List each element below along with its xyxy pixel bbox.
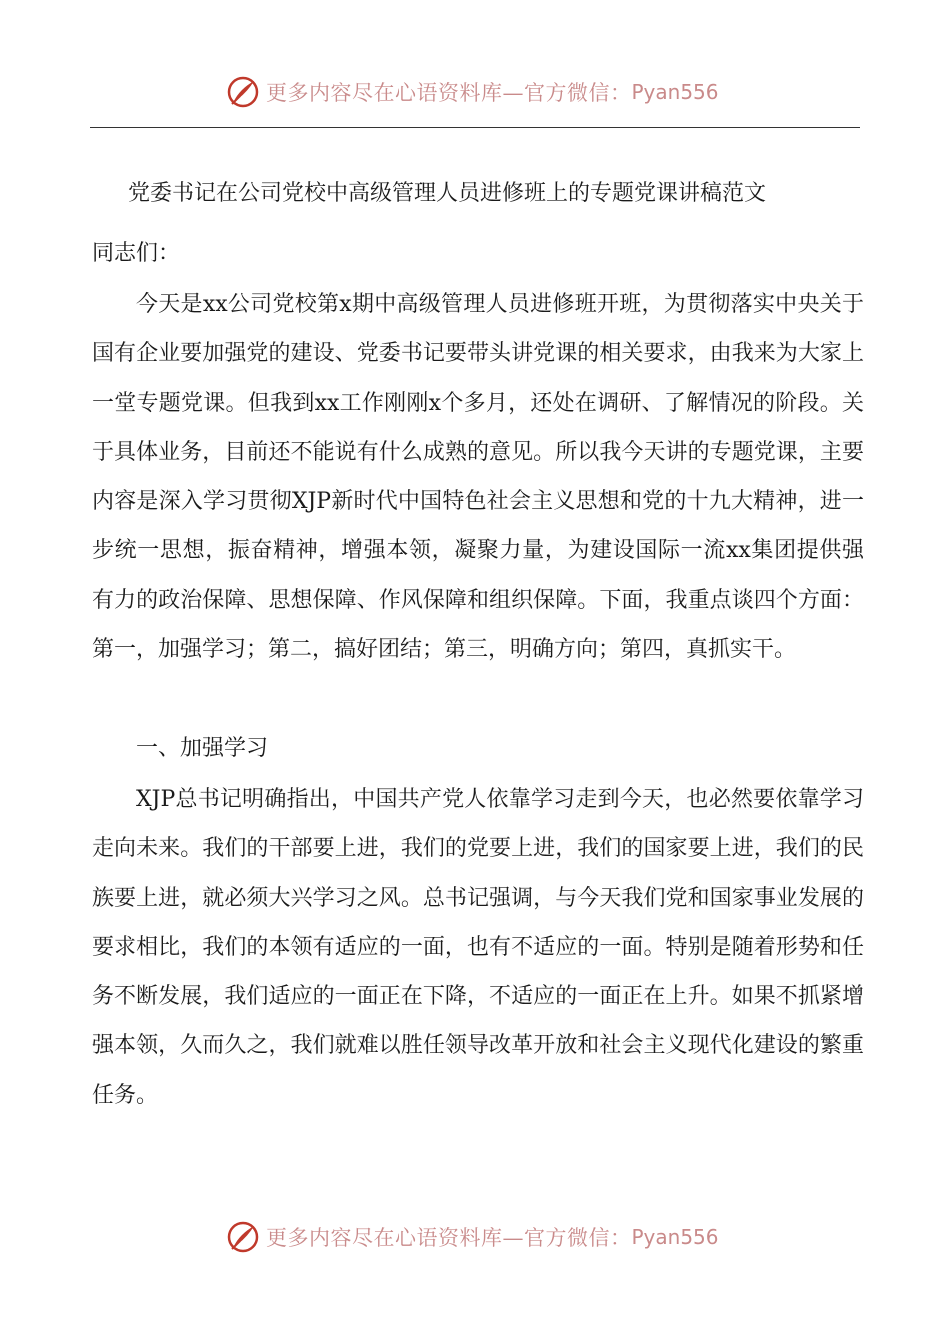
quill-logo-icon <box>226 75 260 109</box>
footer-wechat-id: Pyan556 <box>631 1225 719 1249</box>
paragraph-learning: XJP总书记明确指出，中国共产党人依靠学习走到今天，也必然要依靠学习走向未来。我们的干部要上进，我们的党要上进，我们的国家要上进，我们的民族要上进，就必须大兴学习之风。总书记强调，与今天我们党和国家事业发展的要求相比，我们的本领有适应的一面，也有不适应的一面。特别是随着形势和任务不断发展，我们适应的一面正在下降，不适应的一面正在上升。如果不抓紧增强本领，久而久之，我们就难以胜任领导改革开放和社会主义现代化建设的繁重任务。 <box>92 787 864 1108</box>
footer-banner <box>0 1217 950 1257</box>
section-heading: 一、加强学习 <box>136 736 269 761</box>
header-site-text: 更多内容尽在心语资料库—官方微信： <box>266 81 632 105</box>
quill-logo-icon <box>226 1220 260 1254</box>
footer-site-text: 更多内容尽在心语资料库—官方微信： <box>266 1226 632 1250</box>
header-divider <box>90 127 860 128</box>
header-wechat-id: Pyan556 <box>631 80 719 104</box>
paragraph-intro: 今天是xx公司党校第x期中高级管理人员进修班开班，为贯彻落实中央关于国有企业要加强党的建设、党委书记要带头讲党课的相关要求，由我来为大家上一堂专题党课。但我到xx工作刚刚x个多月，还处在调研、了解情况的阶段。关于具体业务，目前还不能说有什么成熟的意见。所以我今天讲的专题党课，主要内容是深入学习贯彻XJP新时代中国特色社会主义思想和党的十九大精神，进一步统一思想，振奋精神，增强本领，凝聚力量，为建设国际一流xx集团提供强有力的政治保障、思想保障、作风保障和组织保障。下面，我重点谈四个方面：第一，加强学习；第二，搞好团结；第三，明确方向；第四，真抓实干。 <box>92 292 864 663</box>
header-banner <box>0 72 950 112</box>
document-title: 党委书记在公司党校中高级管理人员进修班上的专题党课讲稿范文 <box>128 181 767 206</box>
salutation: 同志们： <box>92 241 181 266</box>
